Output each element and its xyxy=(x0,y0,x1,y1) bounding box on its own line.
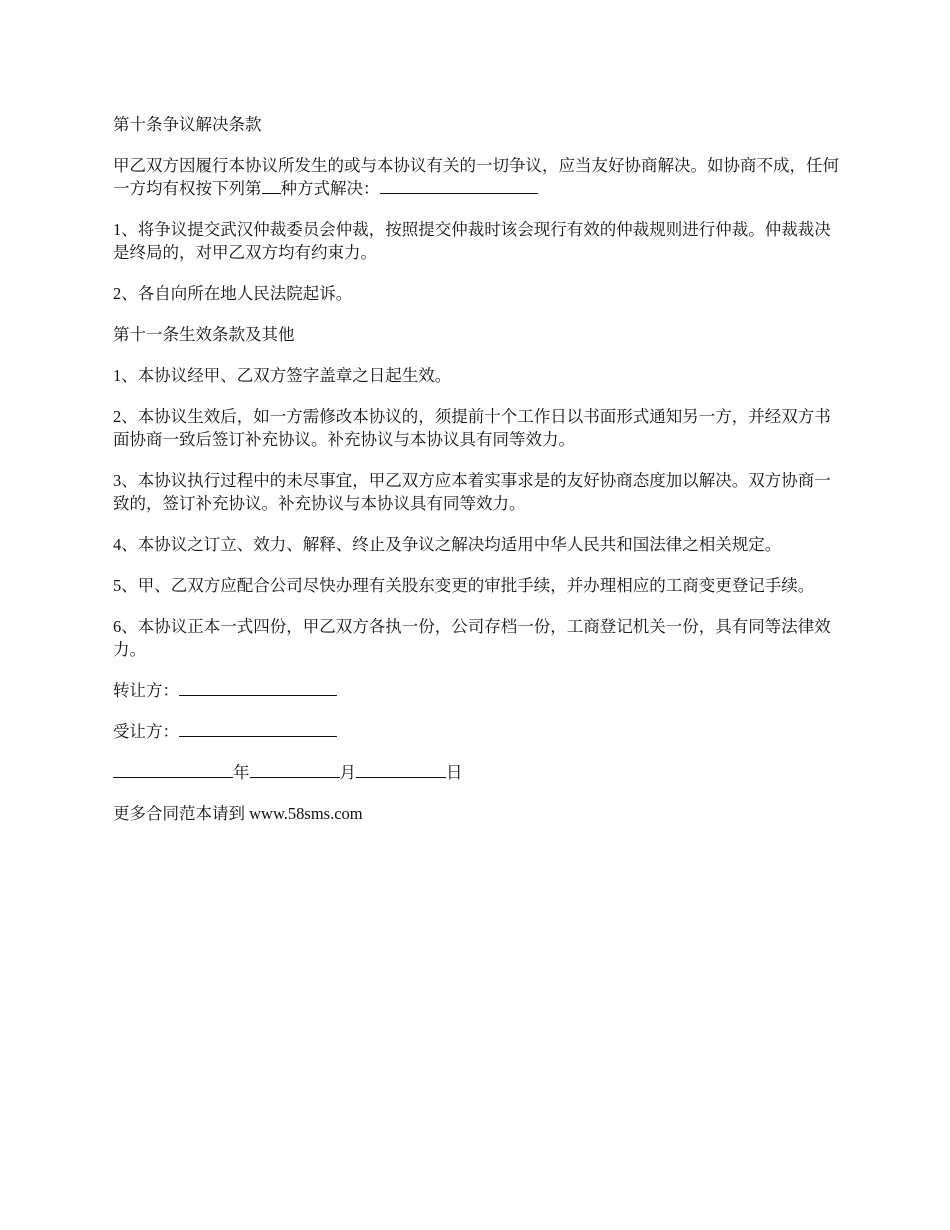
article10-item-2: 2、各自向所在地人民法院起诉。 xyxy=(113,284,353,303)
transferor-blank[interactable] xyxy=(179,679,337,696)
month-label: 月 xyxy=(339,763,356,782)
document-body xyxy=(113,113,845,843)
article11-title: 第十一条生效条款及其他 xyxy=(113,325,295,344)
article11-item-3: 3、本协议执行过程中的未尽事宜，甲乙双方应本着实事求是的友好协商态度加以解决。双方协商一致的，签订补充协议。补充协议与本协议具有同等效力。 xyxy=(113,471,831,513)
month-blank[interactable] xyxy=(250,761,340,778)
article11-item-2: 2、本协议生效后，如一方需修改本协议的，须提前十个工作日以书面形式通知另一方，并经双方书面协商一致后签订补充协议。补充协议与本协议具有同等效力。 xyxy=(113,407,831,449)
article10-intro-text-a: 甲乙双方因履行本协议所发生的或与本协议有关的一切争议，应当友好协商解决。如协商不成，任何一方均有权按下列第 xyxy=(113,156,839,198)
article11-item-5: 5、甲、乙双方应配合公司尽快办理有关股东变更的审批手续，并办理相应的工商变更登记手续。 xyxy=(113,576,815,595)
transferee-signature-line xyxy=(113,720,845,743)
method-number-blank[interactable] xyxy=(262,177,281,194)
footer-note: 更多合同范本请到 www.58sms.com xyxy=(113,804,363,823)
article10-intro xyxy=(113,154,845,200)
year-label: 年 xyxy=(233,763,250,782)
transferee-label: 受让方： xyxy=(113,722,179,741)
day-blank[interactable] xyxy=(356,761,446,778)
article10-intro-text-b: 种方式解决： xyxy=(280,179,380,198)
method-description-blank[interactable] xyxy=(380,177,538,194)
article11-item-6: 6、本协议正本一式四份，甲乙双方各执一份，公司存档一份，工商登记机关一份，具有同等法律效力。 xyxy=(113,617,831,659)
article11-item-4: 4、本协议之订立、效力、解释、终止及争议之解决均适用中华人民共和国法律之相关规定。 xyxy=(113,535,782,554)
transferor-signature-line xyxy=(113,679,845,702)
day-label: 日 xyxy=(446,763,463,782)
year-blank[interactable] xyxy=(113,761,233,778)
article10-title: 第十条争议解决条款 xyxy=(113,115,262,134)
date-line xyxy=(113,761,845,784)
transferee-blank[interactable] xyxy=(179,720,337,737)
article10-item-1: 1、将争议提交武汉仲裁委员会仲裁，按照提交仲裁时该会现行有效的仲裁规则进行仲裁。仲裁裁决是终局的，对甲乙双方均有约束力。 xyxy=(113,220,831,262)
article11-item-1: 1、本协议经甲、乙双方签字盖章之日起生效。 xyxy=(113,366,452,385)
transferor-label: 转让方： xyxy=(113,681,179,700)
